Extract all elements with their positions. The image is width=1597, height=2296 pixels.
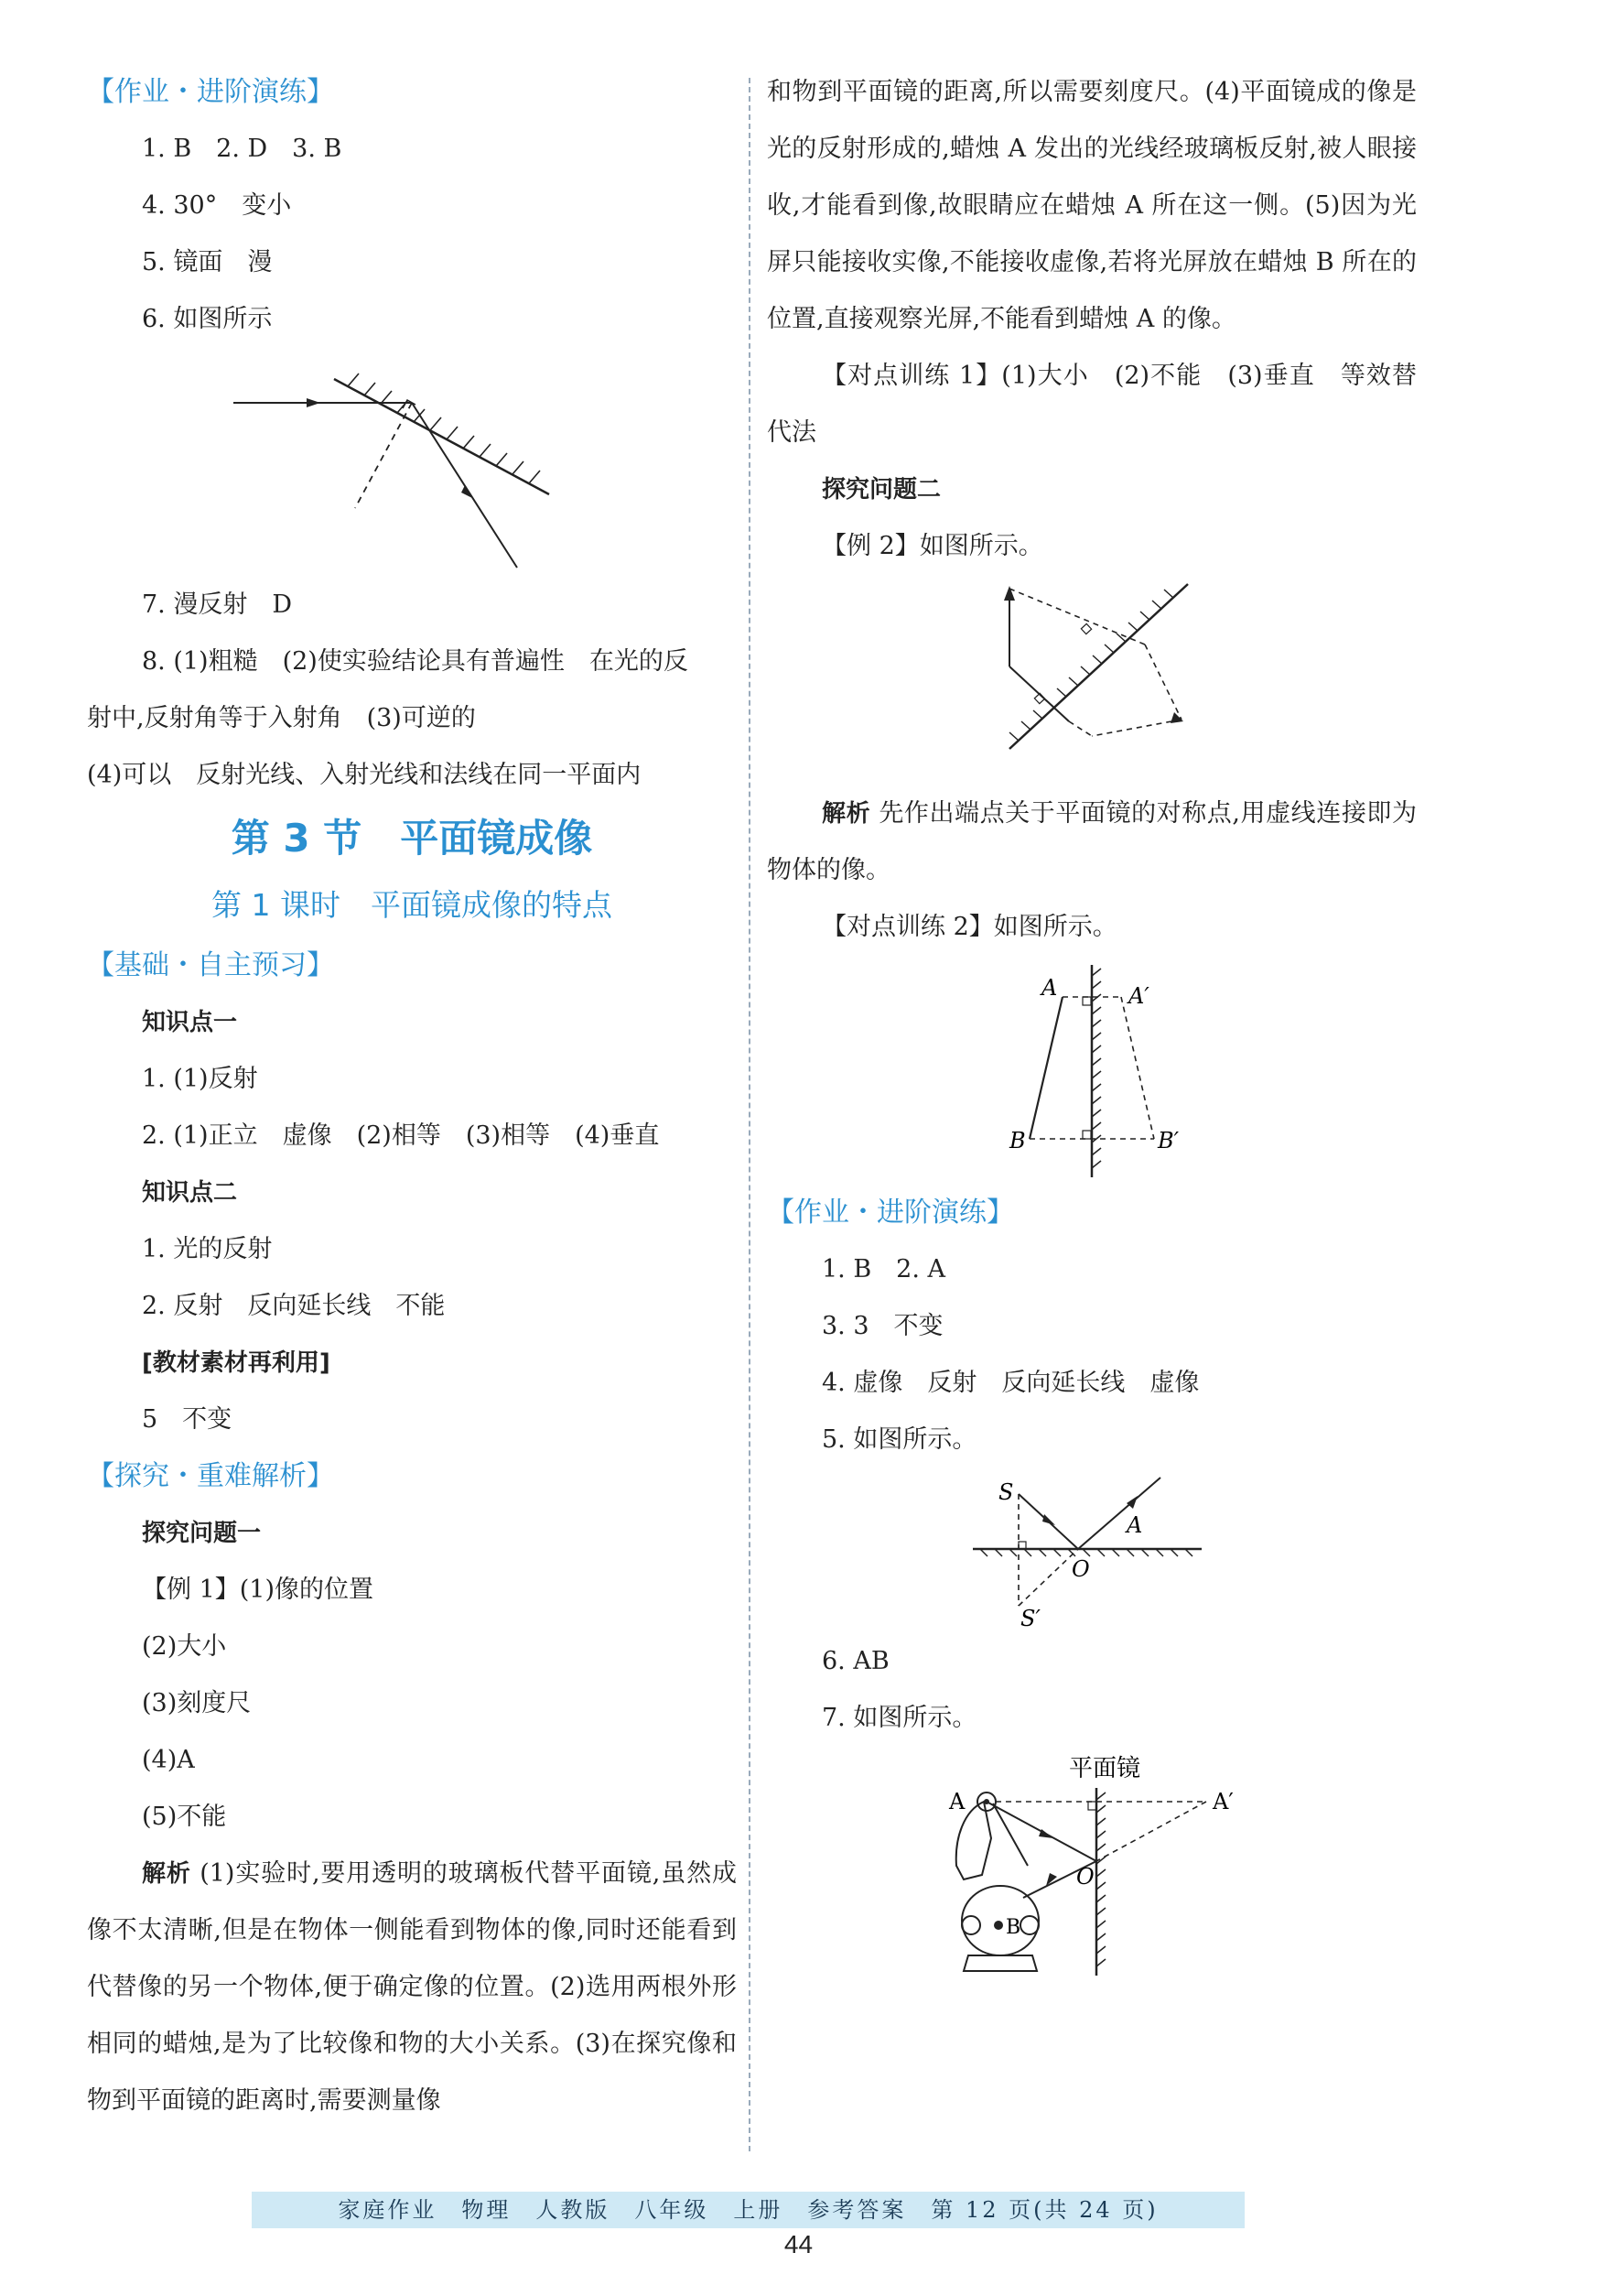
example-1-c: (3)刻度尺 <box>142 1689 252 1717</box>
analysis-label: 解析 <box>142 1860 191 1888</box>
footer-bar: 家庭作业 物理 人教版 八年级 上册 参考答案 第 12 页(共 24 页) <box>252 2192 1245 2228</box>
answer-5: 5. 镜面 漫 <box>142 248 273 276</box>
explore-question-2: 探究问题二 <box>822 476 942 504</box>
right-column <box>767 64 1417 1985</box>
label-O-7: O <box>1076 1864 1095 1890</box>
analysis-paragraph-1 <box>87 1846 737 2129</box>
heading-explore: 【探究・重难解析】 <box>87 1460 334 1492</box>
left-column <box>87 64 737 2129</box>
page-number: 44 <box>783 2230 814 2258</box>
kp1-answer-2: 2. (1)正立 虚像 (2)相等 (3)相等 (4)垂直 <box>142 1121 660 1150</box>
hw2-answer-5: 5. 如图所示。 <box>822 1425 977 1454</box>
kp1-answer-1: 1. (1)反射 <box>142 1065 258 1093</box>
training-2-diagram <box>955 956 1229 1185</box>
training-2: 【对点训练 2】如图所示。 <box>822 913 1117 941</box>
answer-1-3: 1. B 2. D 3. B <box>142 135 342 163</box>
hw2-answer-7: 7. 如图所示。 <box>822 1704 977 1732</box>
explore-question-1: 探究问题一 <box>142 1520 262 1547</box>
answer-6: 6. 如图所示 <box>142 305 273 333</box>
analysis-paragraph-2 <box>767 785 1417 899</box>
mirror-label: 平面镜 <box>1069 1755 1141 1782</box>
lesson-title: 第 1 课时 平面镜成像的特点 <box>211 887 612 923</box>
section-title: 第 3 节 平面镜成像 <box>231 816 593 861</box>
analysis-continuation: 和物到平面镜的距离,所以需要刻度尺。(4)平面镜成的像是光的反射形成的,蜡烛 A 发出的光线经玻璃板反射,被人眼接收,才能看到像,故眼睛应在蜡烛 A 所在这一侧。(5)因为光屏只能接收实像,不能接收虚像,若将光屏放在蜡烛 B 所在的位置,直接观察光屏,不能看到蜡烛 A 的像。 <box>767 78 1417 333</box>
label-A: A <box>1041 975 1058 1001</box>
analysis-2-text: 先作出端点关于平面镜的对称点,用虚线连接即为物体的像。 <box>767 799 1417 884</box>
heading-homework-2: 【作业・进阶演练】 <box>767 1197 1014 1229</box>
hw2-answer-3: 3. 3 不变 <box>822 1312 944 1340</box>
example-1-e: (5)不能 <box>142 1803 227 1831</box>
analysis-text: (1)实验时,要用透明的玻璃板代替平面镜,虽然成像不太清晰,但是在物体一侧能看到物体的像,同时还能看到代替像的另一个物体,便于确定像的位置。(2)选用两根外形相同的蜡烛,是为了比较像和物的大小关系。(3)在探究像和物到平面镜的距离时,需要测量像 <box>87 1859 737 2115</box>
example-1-b: (2)大小 <box>142 1632 227 1661</box>
label-B: B <box>1009 1128 1026 1153</box>
training-1: 【对点训练 1】(1)大小 (2)不能 (3)垂直 等效替代法 <box>767 362 1417 447</box>
label-S: S <box>998 1479 1014 1505</box>
label-S-prime: S′ <box>1020 1606 1041 1631</box>
example-1: 【例 1】(1)像的位置 <box>142 1576 374 1604</box>
answer-4: 4. 30° 变小 <box>142 191 292 220</box>
example-2: 【例 2】如图所示。 <box>822 532 1043 560</box>
knowledge-point-2: 知识点二 <box>142 1179 238 1207</box>
example-1-d: (4)A <box>142 1746 195 1774</box>
label-B-prime: B′ <box>1158 1128 1180 1153</box>
answer-5-diagram <box>955 1468 1229 1633</box>
hw2-answer-1-2: 1. B 2. A <box>822 1255 946 1283</box>
label-A-prime-7: A′ <box>1213 1789 1234 1814</box>
textbook-reuse-label: [教材素材再利用] <box>142 1349 330 1377</box>
analysis-2-label: 解析 <box>822 800 871 828</box>
heading-preview: 【基础・自主预习】 <box>87 949 334 981</box>
label-A-prime: A′ <box>1128 983 1149 1009</box>
reflection-diagram <box>220 348 604 577</box>
example-2-diagram <box>955 575 1229 785</box>
heading-homework: 【作业・进阶演练】 <box>87 76 334 108</box>
label-A-7: A <box>949 1789 966 1814</box>
answer-7-diagram <box>927 1747 1257 1985</box>
kp2-answer-2: 2. 反射 反向延长线 不能 <box>142 1292 446 1320</box>
answer-8-line3: (4)可以 反射光线、入射光线和法线在同一平面内 <box>87 761 642 789</box>
column-divider <box>749 78 750 2151</box>
kp2-answer-1: 1. 光的反射 <box>142 1235 273 1263</box>
hw2-answer-4: 4. 虚像 反射 反向延长线 虚像 <box>822 1369 1200 1397</box>
label-A-5: A <box>1127 1512 1143 1538</box>
label-B-7: B <box>1006 1916 1021 1939</box>
hw2-answer-6: 6. AB <box>822 1647 890 1675</box>
label-O-5: O <box>1072 1556 1090 1582</box>
knowledge-point-1: 知识点一 <box>142 1009 238 1036</box>
answer-8-line1: 8. (1)粗糙 (2)使实验结论具有普遍性 在光的反 <box>142 647 688 676</box>
answer-7: 7. 漫反射 D <box>142 590 292 619</box>
textbook-reuse-answer: 5 不变 <box>142 1405 232 1434</box>
answer-8-line2: 射中,反射角等于入射角 (3)可逆的 <box>87 704 476 732</box>
